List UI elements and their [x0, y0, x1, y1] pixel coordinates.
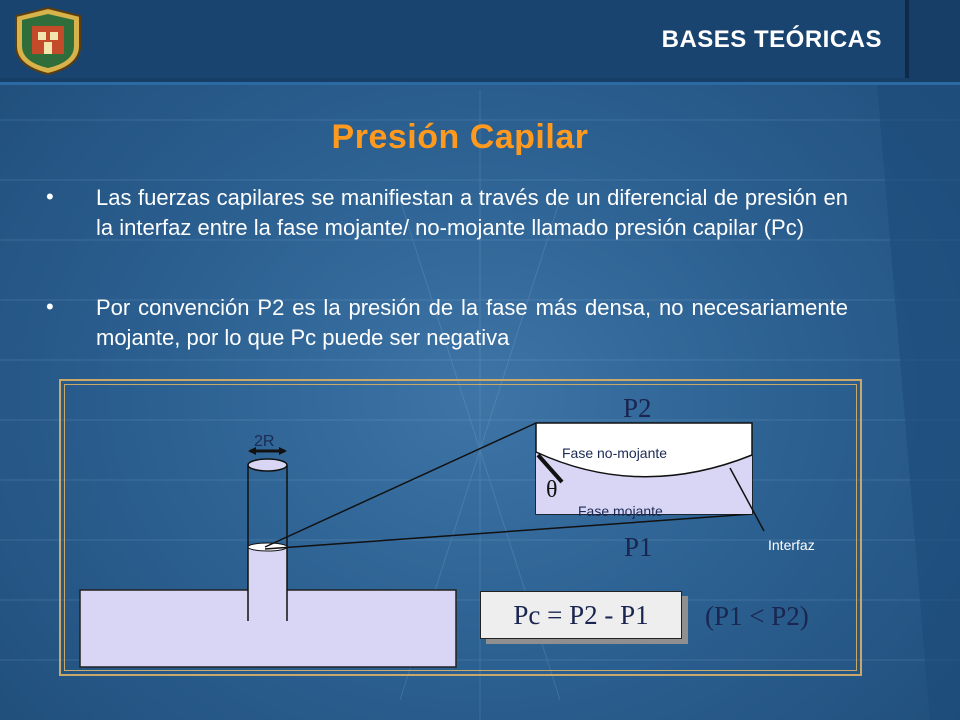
section-title: BASES TEÓRICAS: [661, 26, 882, 53]
radius-label: 2R: [254, 433, 275, 450]
bullet-text: Las fuerzas capilares se manifiestan a través de un diferencial de presión en la interfaz entre la fase mojante/ no-mojante llamado presión capilar (Pc): [96, 185, 848, 240]
wetting-label: Fase mojante: [578, 503, 663, 519]
non-wetting-label: Fase no-mojante: [562, 445, 668, 461]
interface-label: Interfaz: [768, 537, 815, 553]
slide-title: Presión Capilar: [331, 118, 589, 156]
equation-box: [480, 591, 682, 639]
pressure-condition: (P1 < P2): [705, 601, 809, 631]
angle-label: θ: [546, 477, 558, 503]
bullet-dot: •: [46, 294, 54, 319]
bullet-text: Por convención P2 es la presión de la fase más densa, no necesariamente mojante, por lo que Pc puede ser negativa: [96, 295, 848, 350]
p2-label: P2: [623, 393, 652, 423]
capillary-tube-top: [248, 459, 287, 471]
zoom-line-top: [265, 423, 536, 547]
zoom-line-bottom: [265, 514, 752, 549]
bullet-dot: •: [46, 184, 54, 209]
p1-label: P1: [624, 532, 653, 562]
capillary-pressure-equation: Pc = P2 - P1: [513, 599, 649, 630]
capillary-meniscus: [248, 543, 287, 551]
capillary-tube-fluid: [248, 547, 287, 621]
